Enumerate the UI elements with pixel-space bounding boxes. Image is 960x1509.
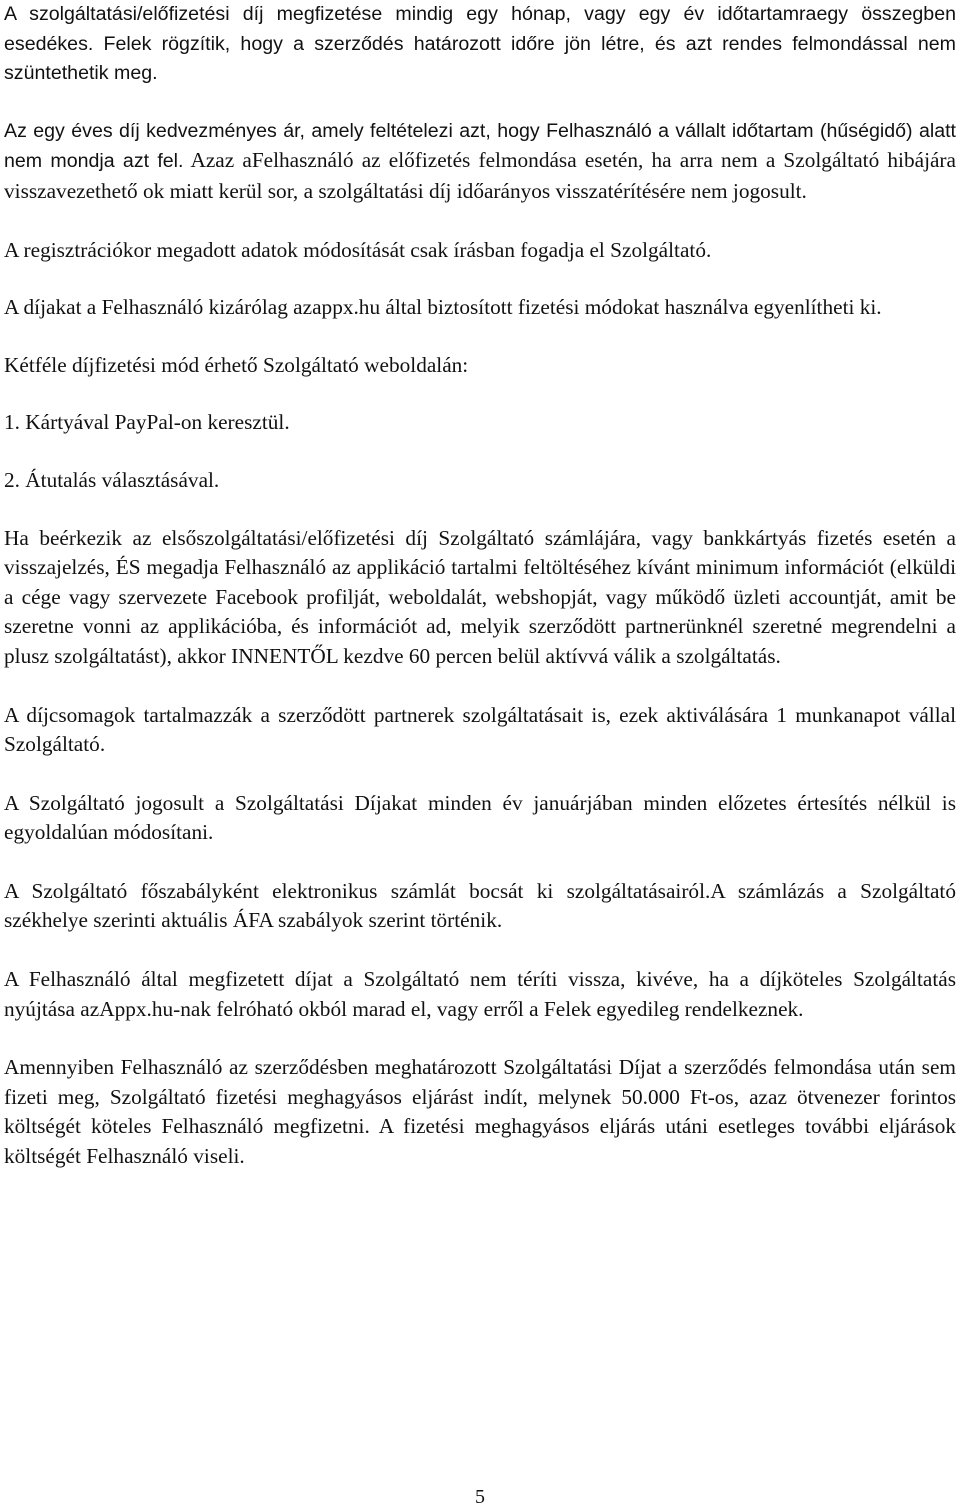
paragraph-annual-fee: [4, 117, 956, 208]
paragraph-two-methods-heading: Kétféle díjfizetési mód érhető Szolgáltató weboldalán:: [4, 352, 469, 377]
paragraph-packages: A díjcsomagok tartalmazzák a szerződött partnerek szolgáltatásait is, ezek aktiválására 1 munkanapot vállal Szolgáltató.: [4, 702, 956, 757]
paragraph-payment-order: Amennyiben Felhasználó az szerződésben meghatározott Szolgáltatási Díjat a szerződés felmondása után sem fizeti meg, Szolgáltató fizetési meghagyásos eljárást indít, melynek 50.000 Ft-os, azaz ötvenezer forintos költségét köteles Felhasználó megfizetni. A fizetési meghagyásos eljárás utáni esetleges további eljárások költségét Felhasználó viseli.: [4, 1055, 956, 1169]
annual-fee-text: Az egy éves díj kedvezményes ár, amely feltételezi azt, hogy Felhasználó a vállalt időtartam (hűségidő) alatt nem mondja azt fel.: [4, 119, 956, 173]
paragraph-fee-modification: A Szolgáltató jogosult a Szolgáltatási Díjakat minden év januárjában minden előzetes értesítés nélkül is egyoldalúan módosítani.: [4, 790, 956, 845]
list-item-paypal: 1. Kártyával PayPal-on keresztül.: [4, 410, 290, 435]
paragraph-payment-due: A szolgáltatási/előfizetési díj megfizetése mindig egy hónap, vagy egy év időtartamraegy összegben esedékes. Felek rögzítik, hogy a szerződés határozott időre jön létre, és azt rendes felmondással nem szüntethetik meg.: [4, 3, 956, 85]
paragraph-no-refund: A Felhasználó által megfizetett díjat a Szolgáltató nem téríti vissza, kivéve, ha a díjköteles Szolgáltatás nyújtása azAppx.hu-nak felróható okból marad el, vagy erről a Felek egyedileg rendelkeznek.: [4, 967, 956, 1021]
paragraph-registration-data: A regisztrációkor megadott adatok módosítását csak írásban fogadja el Szolgáltató.: [4, 237, 712, 262]
paragraph-activation: Ha beérkezik az elsőszolgáltatási/előfizetési díj Szolgáltató számlájára, vagy bankkártyás fizetés esetén a visszajelzés, ÉS megadja Felhasználó az applikáció tartalmi feltöltéséhez kívánt minimum információt (elküldi a cége vagy szervezete Facebook profilját, weboldalát, webshopját, vagy működő üzleti accountját, amit be szeretne vonni az applikációba, és információt ad, melyik szerződött partnerünknél szeretné megrendelni a plusz szolgáltatást), akkor INNENTŐL kezdve 60 percen belül aktívvá válik a szolgáltatás.: [4, 525, 956, 668]
list-item-transfer: 2. Átutalás választásával.: [4, 467, 220, 492]
refund-text: Azaz aFelhasználó az előfizetés felmondása esetén, ha arra nem a Szolgáltató hibájára visszavezethető ok miatt kerül sor, a szolgáltatási díj időarányos visszatérítésére nem jogosult.: [4, 148, 956, 203]
paragraph-invoicing: A Szolgáltató főszabályként elektronikus számlát bocsát ki szolgáltatásairól.A számlázás a Szolgáltató székhelye szerinti aktuális ÁFA szabályok szerint történik.: [4, 878, 956, 933]
document-page: [4, 0, 956, 1172]
page-number: 5: [475, 1486, 485, 1508]
paragraph-payment-methods: A díjakat a Felhasználó kizárólag azappx.hu által biztosított fizetési módokat használva egyenlítheti ki.: [4, 295, 882, 320]
